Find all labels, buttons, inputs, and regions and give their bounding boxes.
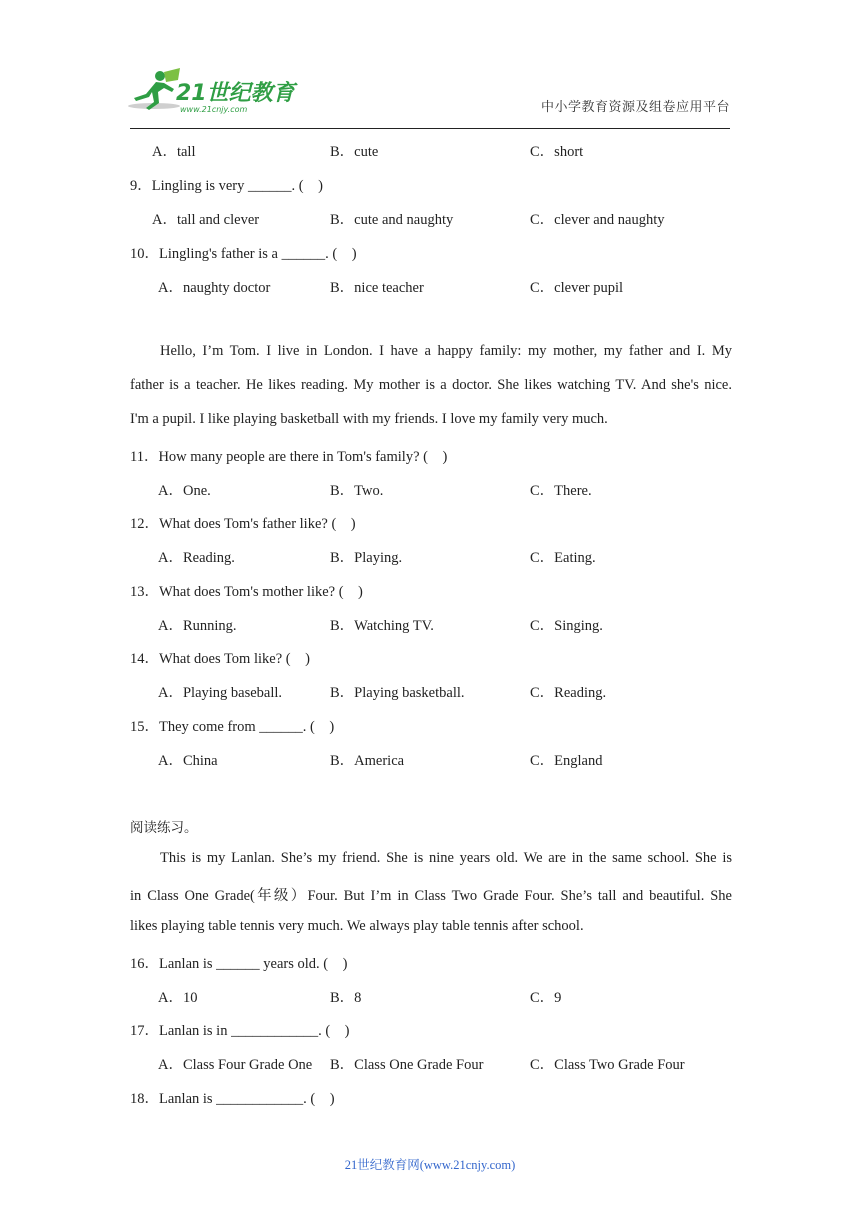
question-12: 12．What does Tom's father like? ( ) [130,516,356,532]
q12-option-b: B．Playing. [330,550,403,566]
passage-3-line-2: in Class One Grade(年级）Four. But I’m in Class Two Grade Four. She’s tall and beautiful. She [130,888,732,904]
q11-option-a: A．One. [158,483,211,499]
passage-2-line-1: Hello, I’m Tom. I live in London. I have a happy family: my mother, my father and I. My [160,343,732,359]
passage-3-line-1: This is my Lanlan. She’s my friend. She is nine years old. We are in the same school. She is [160,850,732,866]
q17-option-b: B．Class One Grade Four [330,1057,484,1073]
q15-option-c: C．England [530,753,603,769]
runner-icon [128,68,180,110]
q8-option-c: C．short [530,144,584,160]
question-11: 11．How many people are there in Tom's family? ( ) [130,449,448,465]
q9-option-c: C．clever and naughty [530,212,665,228]
q11-option-c: C．There. [530,483,592,499]
q16-option-c: C．9 [530,990,562,1006]
q15-option-a: A．China [158,753,218,769]
q10-option-a: A．naughty doctor [158,280,271,296]
q17-option-c: C．Class Two Grade Four [530,1057,685,1073]
question-18: 18．Lanlan is ____________. ( ) [130,1091,335,1107]
q13-option-a: A．Running. [158,618,237,634]
q10-option-c: C．clever pupil [530,280,624,296]
q8-option-b: B．cute [330,144,379,160]
q9-option-b: B．cute and naughty [330,212,454,228]
footer-link[interactable]: 21世纪教育网(www.21cnjy.com) [344,1158,516,1172]
header-divider [130,128,730,129]
q12-option-c: C．Eating. [530,550,596,566]
q13-option-b: B．Watching TV. [330,618,434,634]
q8-option-a: A．tall [152,144,196,160]
question-9: 9．Lingling is very ______. ( ) [130,178,323,194]
q9-option-a: A．tall and clever [152,212,260,228]
passage-2-line-2: father is a teacher. He likes reading. My mother is a doctor. She likes watching TV. And she's nice. [130,377,732,393]
q14-option-c: C．Reading. [530,685,607,701]
question-10: 10．Lingling's father is a ______. ( ) [130,246,357,262]
q13-option-c: C．Singing. [530,618,603,634]
question-15: 15．They come from ______. ( ) [130,719,335,735]
header-title: 中小学教育资源及组卷应用平台 [540,100,730,115]
passage-3-line-3: likes playing table tennis very much. We always play table tennis after school. [130,918,584,934]
q15-option-b: B．America [330,753,405,769]
q16-option-b: B．8 [330,990,362,1006]
q16-option-a: A．10 [158,990,198,1006]
q12-option-a: A．Reading. [158,550,235,566]
site-logo [124,68,304,116]
passage-2-line-3: I'm a pupil. I like playing basketball with my friends. I love my family very much. [130,411,608,427]
question-17: 17．Lanlan is in ____________. ( ) [130,1023,350,1039]
question-13: 13．What does Tom's mother like? ( ) [130,584,363,600]
q10-option-b: B．nice teacher [330,280,424,296]
question-14: 14．What does Tom like? ( ) [130,651,310,667]
logo-url: www.21cnjy.com [180,105,248,114]
section-title: 阅读练习。 [130,820,198,836]
q11-option-b: B．Two. [330,483,384,499]
q14-option-a: A．Playing baseball. [158,685,283,701]
q14-option-b: B．Playing basketball. [330,685,465,701]
q17-option-a: A．Class Four Grade One [158,1057,313,1073]
logo-text: 21世纪教育 [176,81,295,106]
question-16: 16．Lanlan is ______ years old. ( ) [130,956,348,972]
